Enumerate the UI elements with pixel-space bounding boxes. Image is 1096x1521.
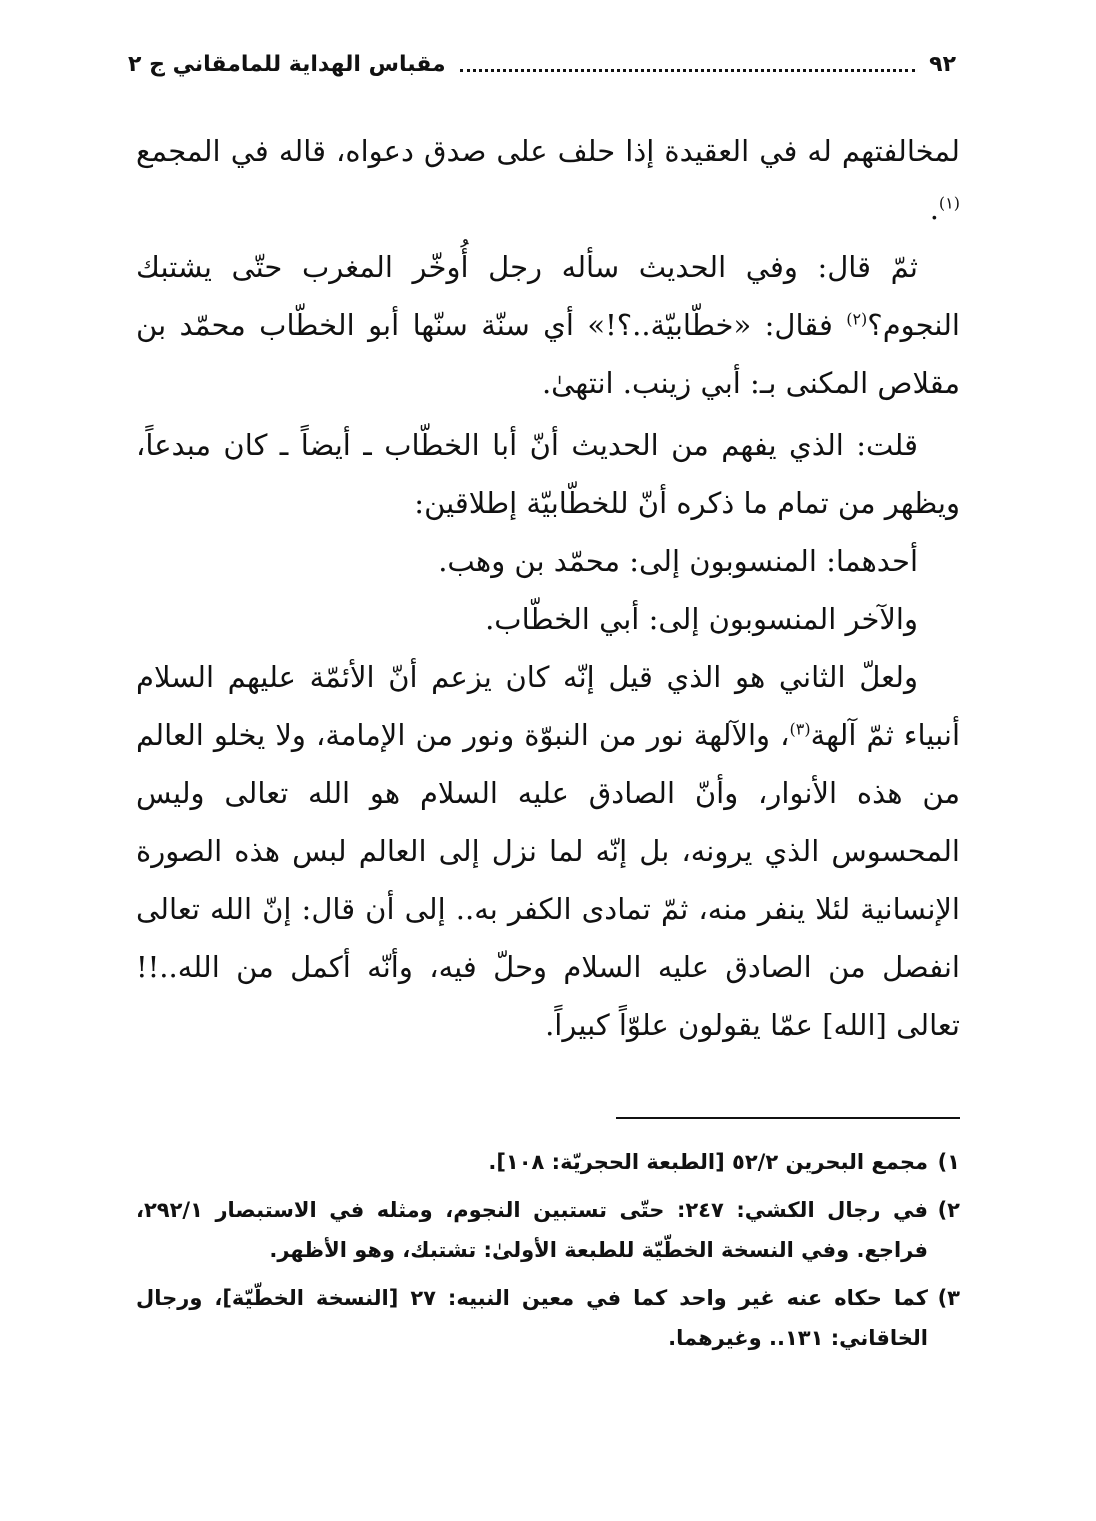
paragraph-2 <box>136 238 960 412</box>
footnotes <box>136 1142 960 1366</box>
footnote-2 <box>136 1190 960 1270</box>
running-title: مقباس الهداية للمامقاني ج ٢ <box>128 51 446 77</box>
footnote-1 <box>136 1142 960 1182</box>
footnote-text: مجمع البحرين ٥٢/٢ [الطبعة الحجريّة: ١٠٨]. <box>488 1150 928 1174</box>
paragraph-4 <box>136 532 960 590</box>
paragraph-4-text: المنسوبون إلى: محمّد بن وهب. <box>438 544 827 578</box>
footnote-number: ١) <box>937 1150 960 1174</box>
paragraph-6-text-b: ، والآلهة نور من النبوّة ونور من الإمامة، ولا يخلو العالم من هذه الأنوار، وأنّ الصادق عليه السلام هو الله تعالى وليس المحسوس الذي يرونه، بل إنّه لما نزل إلى العالم لبس هذه الصورة الإنسانية لئلا ينفر منه، ثمّ تمادى الكفر به.. إلى أن قال: إنّ الله تعالى انفصل من الصادق عليه السلام وحلّ فيه، وأنّه أكمل من الله..!! تعالى [الله] عمّا يقولون علوّاً كبيراً. <box>136 718 960 1042</box>
page-number: ٩٢ <box>929 51 956 77</box>
paragraph-2-text-a: ثمّ قال: وفي الحديث سأله رجل أُوخّر المغرب حتّى يشتبك النجوم؟ <box>136 250 960 342</box>
page-header <box>128 44 956 84</box>
footnote-ref-3: (٣) <box>789 719 811 739</box>
paragraph-6 <box>136 648 960 1054</box>
footnote-3 <box>136 1278 960 1358</box>
footnote-ref-2: (٢) <box>846 309 868 329</box>
paragraph-6-text-a: ولعلّ الثاني هو الذي قيل إنّه كان يزعم أنّ الأئمّة عليهم السلام أنبياء ثمّ آلهة <box>136 660 960 752</box>
footnote-text: كما حكاه عنه غير واحد كما في معين النبيه: ٢٧ [النسخة الخطّيّة]، ورجال الخاقاني: ١٣١.. وغيرهما. <box>136 1286 929 1350</box>
footnote-number: ٢) <box>937 1198 960 1222</box>
paragraph-1-end: . <box>929 192 939 226</box>
paragraph-5: والآخر المنسوبون إلى: أبي الخطّاب. <box>485 602 918 636</box>
footnote-text: في رجال الكشي: ٢٤٧: حتّى تستبين النجوم، ومثله في الاستبصار ٢٩٢/١، فراجع. وفي النسخة الخطّيّة للطبعة الأولىٰ: تشتبك، وهو الأظهر. <box>136 1198 929 1262</box>
paragraph-1-text: لمخالفتهم له في العقيدة إذا حلف على صدق دعواه، قاله في المجمع <box>136 134 960 168</box>
paragraph-3: قلت: الذي يفهم من الحديث أنّ أبا الخطّاب ـ أيضاً ـ كان مبدعاً، ويظهر من تمام ما ذكره أنّ للخطّابيّة إطلاقين: <box>136 428 960 520</box>
paragraph-4-label: أحدهما: <box>826 544 918 578</box>
paragraph-2-text-b: فقال: «خطّابيّة..؟!» أي سنّة سنّها أبو الخطّاب محمّد بن مقلاص المكنى بـ: أبي زينب. انتهىٰ. <box>136 308 960 400</box>
footnote-ref-1: (١) <box>938 193 960 213</box>
footnote-number: ٣) <box>937 1286 960 1310</box>
main-text <box>136 122 960 1054</box>
header-dot-leader <box>460 57 915 72</box>
paragraph-1 <box>136 122 960 238</box>
footnote-separator <box>616 1117 960 1119</box>
